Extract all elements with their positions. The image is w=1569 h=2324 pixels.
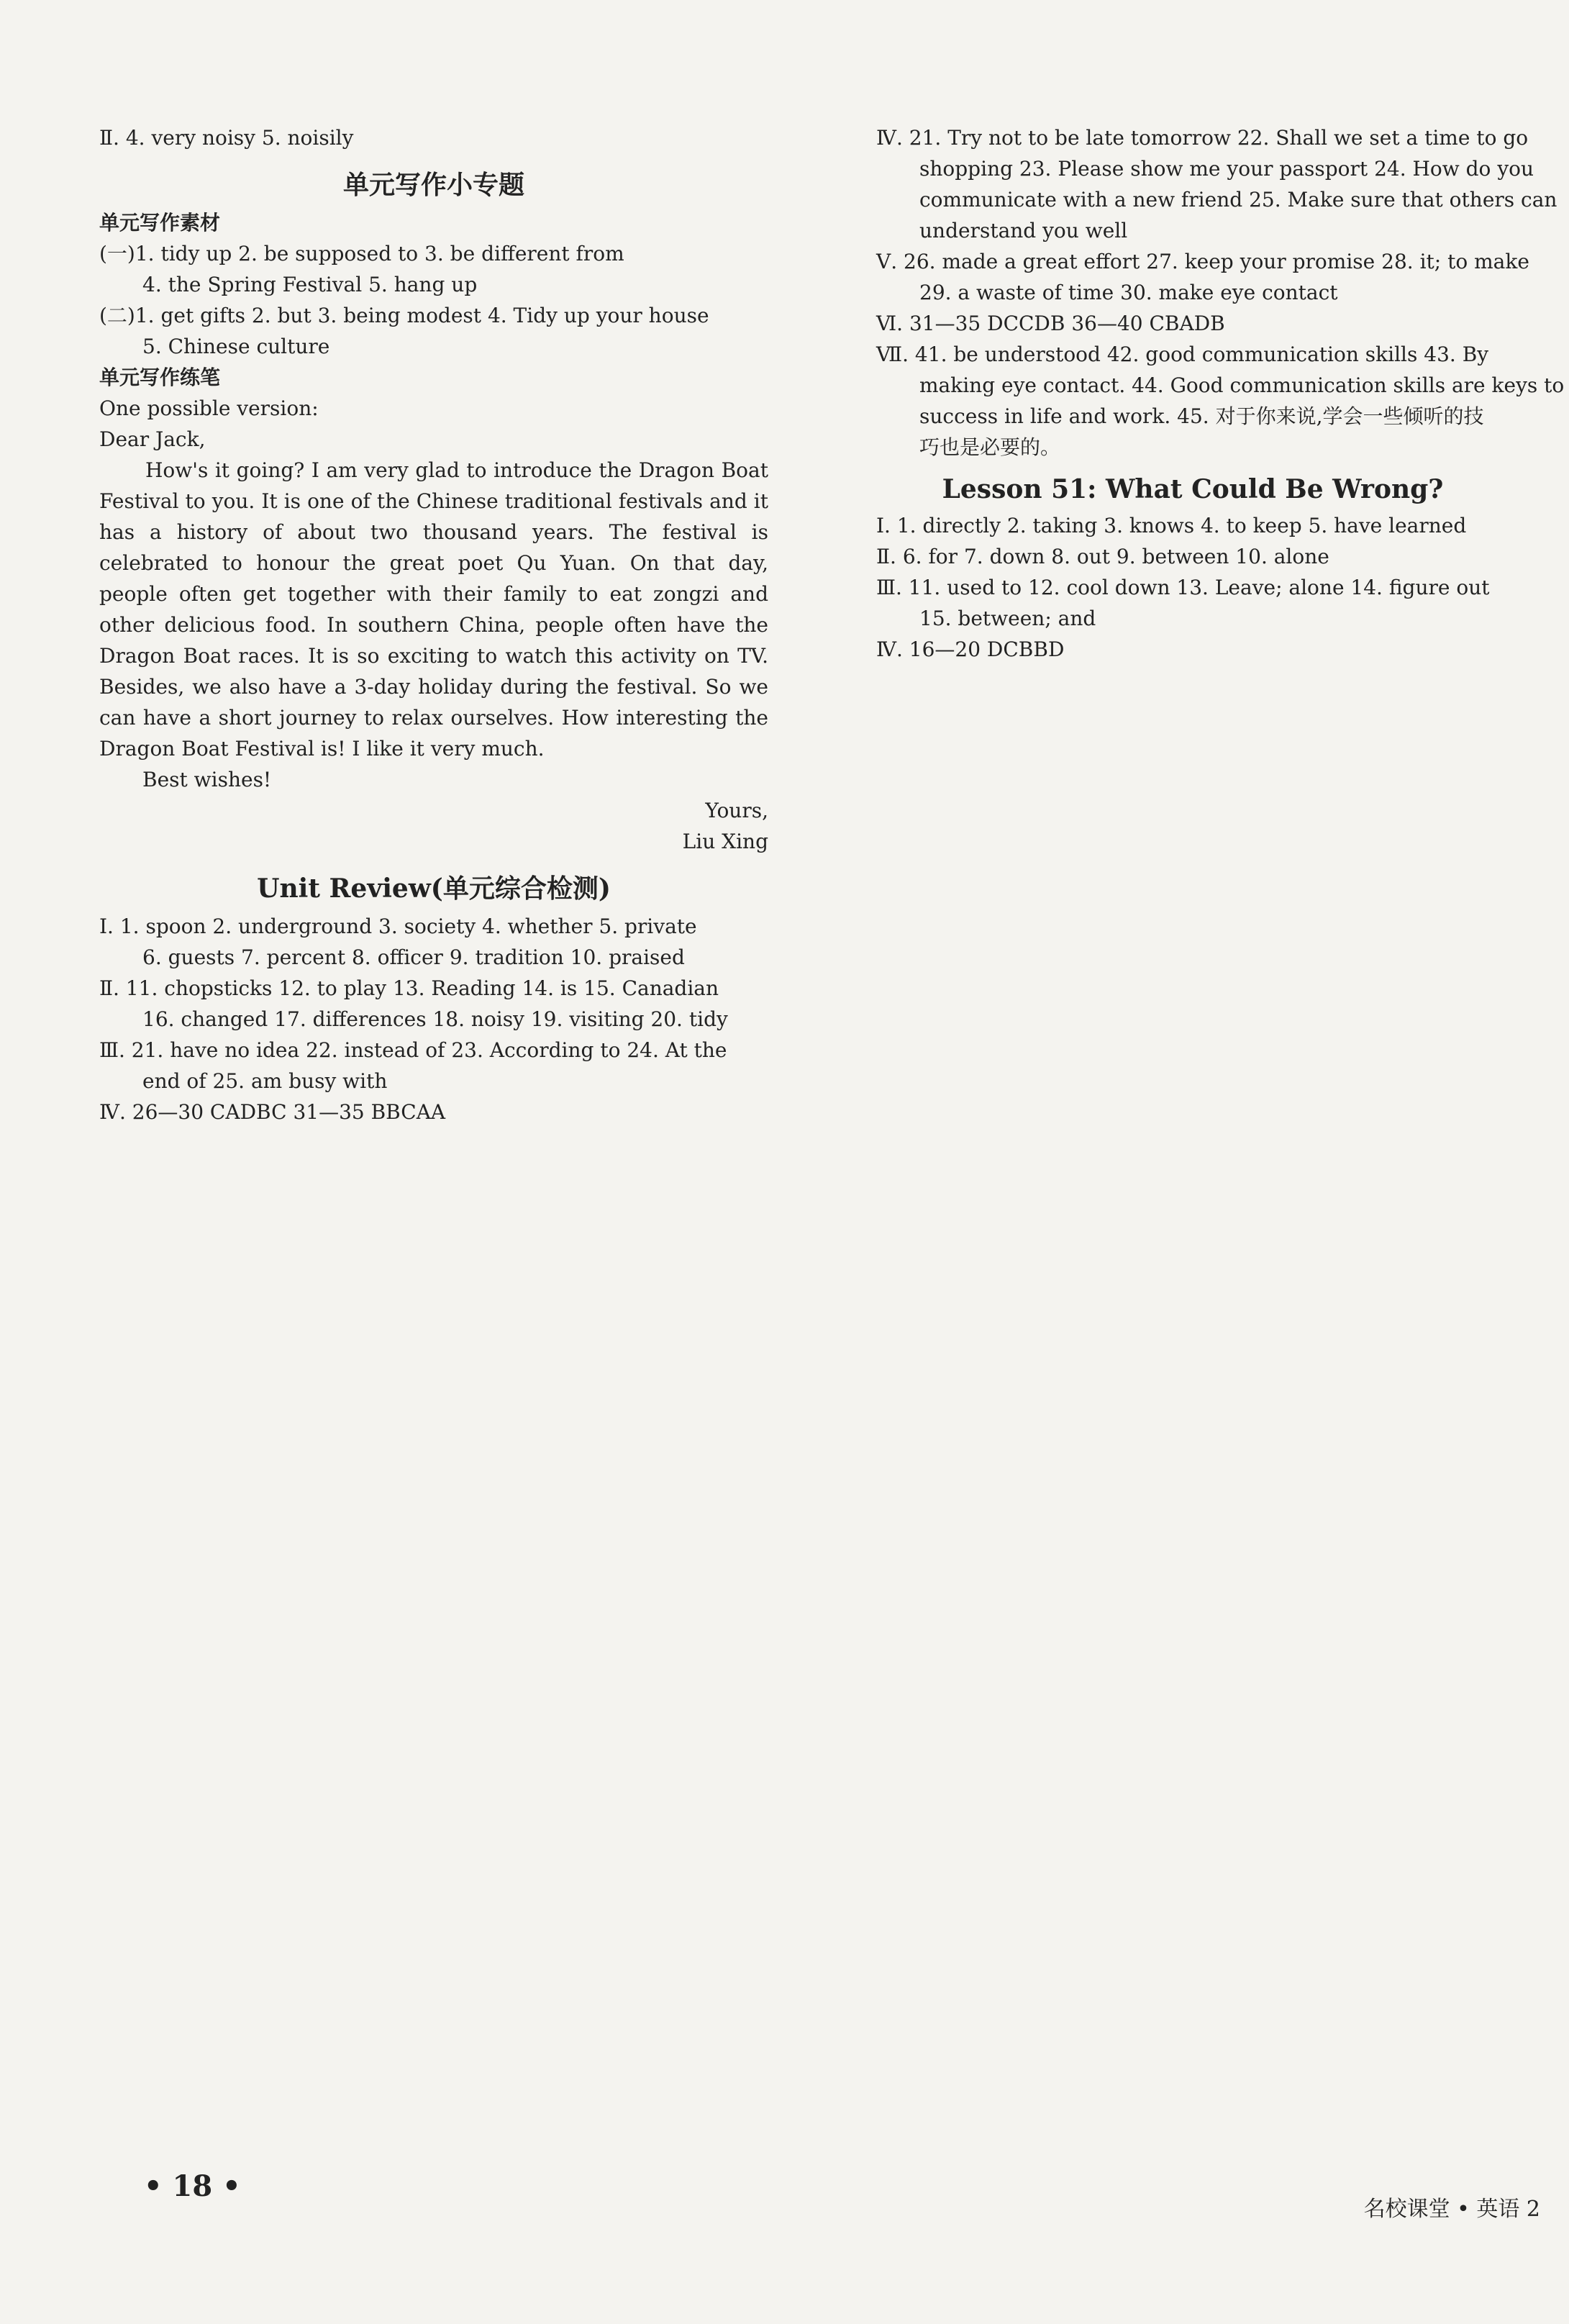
answer-line: Ⅱ. 11. chopsticks 12. to play 13. Reading 14. is 15. Canadian bbox=[99, 976, 719, 1000]
answer-line: end of 25. am busy with bbox=[142, 1069, 388, 1093]
letter-name: Liu Xing bbox=[682, 830, 768, 853]
answer-line: Ⅳ. 21. Try not to be late tomorrow 22. Shall we set a time to go bbox=[876, 126, 1529, 150]
answer-line: communicate with a new friend 25. Make sure that others can bbox=[919, 188, 1557, 212]
essay-body: How's it going? I am very glad to introduce the Dragon Boat Festival to you. It is one of the Chinese traditional festivals and it has a history of about two thousand years. The festival is celebrated to honour the great poet Qu Yuan. On that day, people often get together with their family to eat zongzi and other delicious food. In southern China, people often have the Dragon Boat races. It is so exciting to watch this activity on TV. Besides, we also have a 3-day holiday during the festival. So we can have a short journey to relax ourselves. How interesting the Dragon Boat Festival is! I like it very much. bbox=[99, 458, 768, 761]
answer-line: Ⅶ. 41. be understood 42. good communication skills 43. By bbox=[876, 342, 1489, 366]
answer-line: Ⅲ. 21. have no idea 22. instead of 23. According to 24. At the bbox=[99, 1038, 727, 1062]
book-title: 名校课堂 • 英语 2 bbox=[1363, 2197, 1540, 2222]
sub-heading: 单元写作素材 bbox=[99, 211, 221, 235]
answer-line: Ⅴ. 26. made a great effort 27. keep your promise 28. it; to make bbox=[876, 250, 1529, 273]
answer-line: 6. guests 7. percent 8. officer 9. tradition 10. praised bbox=[142, 945, 685, 969]
answer-line: Ⅱ. 6. for 7. down 8. out 9. between 10. alone bbox=[876, 545, 1329, 568]
letter-closing: Best wishes! bbox=[142, 768, 272, 791]
answer-line: Ⅳ. 16—20 DCBBD bbox=[876, 637, 1065, 661]
answer-line: Ⅱ. 4. very noisy 5. noisily bbox=[99, 126, 354, 150]
answer-line: 15. between; and bbox=[919, 607, 1096, 630]
answer-line: understand you well bbox=[919, 219, 1128, 242]
answer-line: success in life and work. 45. 对于你来说,学会一些倾听的技 bbox=[919, 404, 1484, 428]
answer-line: Ⅳ. 26—30 CADBC 31—35 BBCAA bbox=[99, 1100, 446, 1124]
letter-signoff: Yours, bbox=[705, 799, 768, 822]
answer-line: making eye contact. 44. Good communication skills are keys to bbox=[919, 373, 1565, 397]
answer-line: 巧也是必要的。 bbox=[919, 435, 1061, 459]
section-title: Unit Review(单元综合检测) bbox=[257, 873, 611, 904]
answer-line: One possible version: bbox=[99, 396, 319, 420]
letter-salutation: Dear Jack, bbox=[99, 427, 206, 451]
answer-line: 5. Chinese culture bbox=[142, 335, 330, 358]
answer-line: shopping 23. Please show me your passport 24. How do you bbox=[919, 157, 1534, 181]
answer-line: Ⅰ. 1. directly 2. taking 3. knows 4. to keep 5. have learned bbox=[876, 514, 1467, 537]
answer-line: 29. a waste of time 30. make eye contact bbox=[919, 281, 1338, 304]
page-number: • 18 • bbox=[144, 2169, 241, 2203]
answer-line: Ⅵ. 31—35 DCCDB 36—40 CBADB bbox=[876, 312, 1225, 335]
answer-line: (一)1. tidy up 2. be supposed to 3. be different from bbox=[99, 242, 624, 265]
answer-line: Ⅲ. 11. used to 12. cool down 13. Leave; alone 14. figure out bbox=[876, 576, 1490, 599]
answer-line: (二)1. get gifts 2. but 3. being modest 4. Tidy up your house bbox=[99, 304, 709, 327]
left-column bbox=[99, 122, 768, 1127]
right-column bbox=[876, 122, 1565, 665]
answer-line: Ⅰ. 1. spoon 2. underground 3. society 4. whether 5. private bbox=[99, 914, 697, 938]
answer-line: 4. the Spring Festival 5. hang up bbox=[142, 273, 478, 296]
answer-line: 16. changed 17. differences 18. noisy 19. visiting 20. tidy bbox=[142, 1007, 728, 1031]
section-title: Lesson 51: What Could Be Wrong? bbox=[942, 474, 1444, 504]
sub-heading: 单元写作练笔 bbox=[99, 366, 221, 389]
section-title: 单元写作小专题 bbox=[342, 170, 524, 200]
